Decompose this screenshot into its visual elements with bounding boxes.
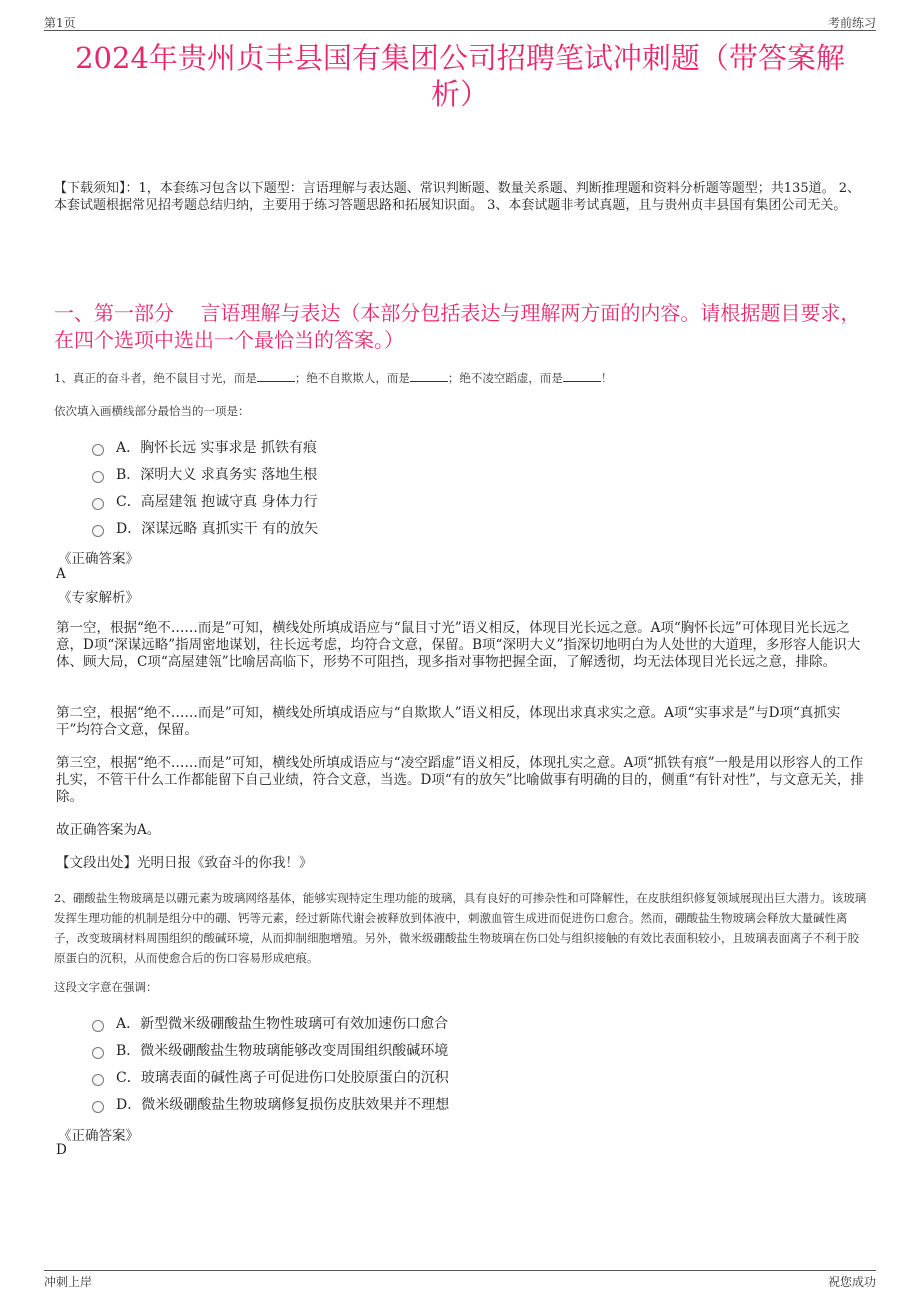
page-header <box>44 10 876 31</box>
q1-option-a[interactable]: A．胸怀长远 实事求是 抓铁有痕 <box>92 437 317 457</box>
blank-line <box>257 371 295 382</box>
question-2-stem: 2、硼酸盐生物玻璃是以硼元素为玻璃网络基体，能够实现特定生理功能的玻璃，具有良好的可掺杂性和可降解性，在皮肤组织修复领域展现出巨大潜力。该玻璃发挥生理功能的机制是组分中的硼、钙等元素，经过新陈代谢会被释放到体液中，刺激血管生成进而促进伤口愈合。然而，硼酸盐生物玻璃会释放大量碱性离子，改变玻璃材料周围组织的酸碱环境，从而抑制细胞增殖。另外，微米级硼酸盐生物玻璃在伤口处与组织接触的有效比表面积较小，且玻璃表面离子不利于胶原蛋白的沉积，从而使愈合后的伤口容易形成疤痕。 <box>54 891 867 965</box>
q1-conclusion: 故正确答案为A。 <box>56 822 161 838</box>
page-footer <box>44 1270 876 1291</box>
q1-answer-value: A <box>56 566 66 582</box>
radio-button-icon[interactable] <box>92 444 104 456</box>
radio-button-icon[interactable] <box>92 1074 104 1086</box>
radio-button-icon[interactable] <box>92 1047 104 1059</box>
header-tag: 考前练习 <box>827 16 876 30</box>
radio-button-icon[interactable] <box>92 525 104 537</box>
q2-option-c[interactable]: C．玻璃表面的碱性离子可促进伤口处胶原蛋白的沉积 <box>92 1067 449 1087</box>
page-number: 第1页 <box>44 16 76 30</box>
question-1-stem: 1、真正的奋斗者，绝不鼠目寸光，而是 ；绝不自欺欺人，而是 ；绝不凌空蹈虚，而是 ！ <box>54 371 613 385</box>
q2-option-a[interactable]: A．新型微米级硼酸盐生物性玻璃可有效加速伤口愈合 <box>92 1013 448 1033</box>
q1-source: 【文段出处】光明日报《致奋斗的你我！》 <box>56 855 313 871</box>
download-notice: 【下载须知】：1，本套练习包含以下题型：言语理解与表达题、常识判断题、数量关系题、判断推理题和资料分析题等题型；共135道。 2、本套试题根据常见招考题总结归纳，主要用于练习答题思路和拓展知识面。 3、本套试题非考试真题，且与贵州贞丰县国有集团公司无关。 <box>54 181 860 213</box>
blank-line <box>410 371 448 382</box>
q1-answer-label: 《正确答案》 <box>58 551 139 567</box>
radio-button-icon[interactable] <box>92 1020 104 1032</box>
footer-right-text: 祝您成功 <box>827 1275 876 1289</box>
section-heading: 一、第一部分 言语理解与表达（本部分包括表达与理解两方面的内容。请根据题目要求，在四个选项中选出一个最恰当的答案。） <box>54 301 861 352</box>
q1-option-c[interactable]: C．高屋建瓴 抱诚守真 身体力行 <box>92 491 318 511</box>
q1-analysis-paragraph-1: 第一空，根据“绝不……而是”可知，横线处所填成语应与“鼠目寸光”语义相反，体现目光长远之意。A项“胸怀长远”可体现目光长远之意，D项“深谋远略”指周密地谋划，往长远考虑，均符合文意，保留。B项“深明大义”指深切地明白为人处世的大道理，多形容人能识大体、顾大局，C项“高屋建瓴”比喻居高临下，形势不可阻挡，现多指对事物把握全面，了解透彻，均无法体现目光长远之意，排除。 <box>56 620 861 670</box>
radio-button-icon[interactable] <box>92 471 104 483</box>
question-2-prompt: 这段文字意在强调： <box>54 980 158 994</box>
q2-option-b[interactable]: B．微米级硼酸盐生物玻璃能够改变周围组织酸碱环境 <box>92 1040 448 1060</box>
blank-line <box>563 371 601 382</box>
q2-answer-value: D <box>56 1142 67 1158</box>
q2-answer-label: 《正确答案》 <box>58 1128 139 1144</box>
document-title: 2024年贵州贞丰县国有集团公司招聘笔试冲刺题（带答案解析） <box>75 41 845 111</box>
q1-analysis-paragraph-2: 第二空，根据“绝不……而是”可知，横线处所填成语应与“自欺欺人”语义相反，体现出求真求实之意。A项“实事求是”与D项“真抓实干”均符合文意，保留。 <box>56 705 841 738</box>
radio-button-icon[interactable] <box>92 1101 104 1113</box>
q1-option-d[interactable]: D．深谋远略 真抓实干 有的放矢 <box>92 518 318 538</box>
q1-analysis-paragraph-3: 第三空，根据“绝不……而是”可知，横线处所填成语应与“凌空蹈虚”语义相反，体现扎实之意。A项“抓铁有痕”一般是用以形容人的工作扎实，不管干什么工作都能留下自己业绩，符合文意，当选。D项“有的放矢”比喻做事有明确的目的，侧重“有针对性”，与文意无关，排除。 <box>56 755 864 805</box>
q2-option-d[interactable]: D．微米级硼酸盐生物玻璃修复损伤皮肤效果并不理想 <box>92 1094 449 1114</box>
q1-option-b[interactable]: B．深明大义 求真务实 落地生根 <box>92 464 317 484</box>
q1-analysis-label: 《专家解析》 <box>58 590 139 606</box>
question-1-prompt: 依次填入画横线部分最恰当的一项是： <box>54 404 250 418</box>
footer-left-text: 冲刺上岸 <box>44 1275 93 1289</box>
radio-button-icon[interactable] <box>92 498 104 510</box>
